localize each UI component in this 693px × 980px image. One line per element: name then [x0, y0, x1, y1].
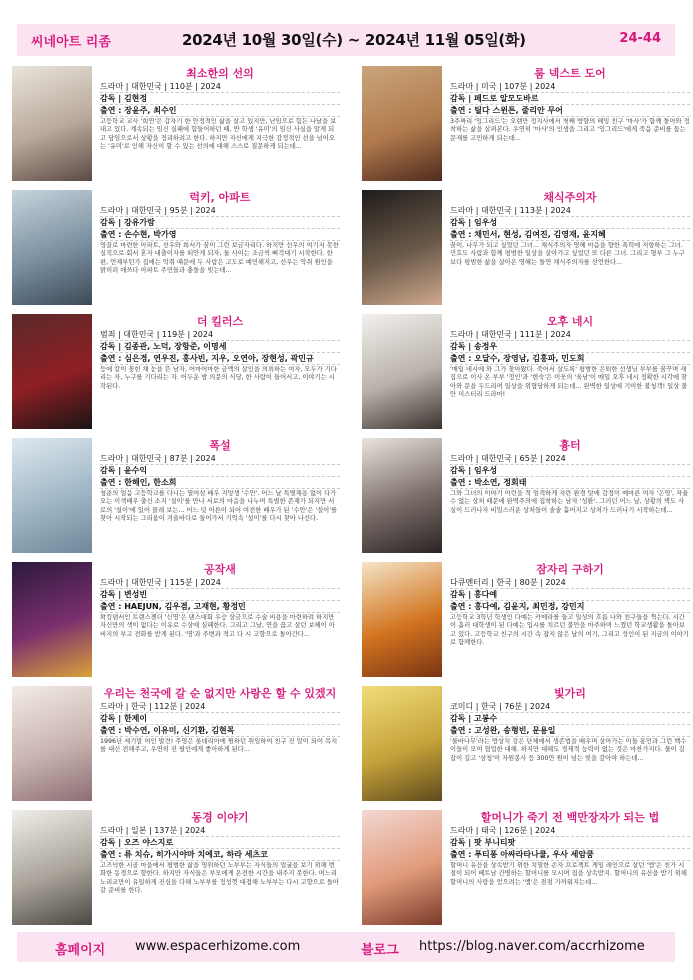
film-info — [100, 686, 340, 780]
film-cast — [100, 229, 340, 241]
film-title: 할머니가 죽기 전 백만장자가 되는 법 — [480, 811, 660, 824]
film-synopsis: 고등학교 교사 '희연'은 갑자기 한 안정적인 삶을 살고 있지만, 난임으로 힘든 나날을 보내고 있다. 계속되는 임신 실패에 힘들어하던 때, 반 학생 '유미'의 임신 사실을 알게 되고 담임으로서 상황을 정리하려고 한다. 하지만 자신에게 지극한 감정적인 선을 넘어오는 '유미'로 인해 자신이 할 수 있는 선의에 대해 스스로 질문하게 되는데... — [100, 118, 337, 151]
film-title: 우리는 천국에 갈 순 없지만 사랑은 할 수 있겠지 — [103, 687, 337, 700]
film-title: 럭키, 아파트 — [189, 191, 251, 204]
film-info — [100, 562, 340, 656]
film-cast — [100, 105, 340, 117]
film-director — [100, 217, 340, 229]
director-label: 감독 | — [100, 838, 124, 847]
director-label: 감독 | — [100, 94, 124, 103]
movie-poster — [362, 686, 442, 801]
film-info — [100, 314, 340, 408]
movie-poster — [12, 562, 92, 677]
homepage-label: 홈페이지 — [55, 943, 106, 958]
film-synopsis: 그와 그녀의 이야기 어린을 적 엄격하게 자란 환경 탓에 감정이 메마른 여자 '은영', 자율 수 없는 상처 때문에 완벽주의에 집착하는 남자 '성환'. 그러던 어느 날, 상황의 벽도 사실이 드러나자 비밀스러운 상처들이 솔솔 흩어지고 상처가 드러나기 시작하는데... — [450, 490, 689, 514]
film-synopsis: 할머니 유산을 상속받기 위한 치열한 손자 프로젝트 게임 레인으로 살던 '엠'은 친가 시절이 되어 베트남 간병하는 할머니를 모시며 집을 상속받지. 할머니의 유산을 받기 위해 할머니의 사랑을 얻으려는 '엠'은 점점 가까워지는데... — [450, 862, 687, 886]
movie-poster — [362, 438, 442, 553]
cast-label: 출연 : — [100, 230, 125, 239]
film-director — [450, 589, 690, 601]
director-name: 송정우 — [473, 342, 498, 351]
cast-label: 출연 : — [100, 726, 125, 735]
film-info — [100, 66, 340, 160]
cast-names: 류 치슈, 히가시야마 치에코, 하라 세츠코 — [124, 850, 268, 859]
film-info — [100, 438, 340, 532]
movie-poster — [362, 66, 442, 181]
cast-label: 출연 : — [100, 602, 125, 611]
film-title: 빛가리 — [554, 687, 586, 700]
film-meta: 드라마 | 대한민국 | 110분 | 2024 — [100, 81, 340, 93]
film-meta: 드라마 | 대한민국 | 115분 | 2024 — [100, 577, 340, 589]
footer-bar — [17, 932, 675, 962]
film-title: 더 킬러스 — [196, 315, 244, 328]
film-synopsis: 1996년 세기말 여인 발견! 주영은 롯데리아에 원하던 취임하여 친구 진 말이 되어 복지를 대신 전해주고, 우연히 진 필인에게 좋아하게 된다... — [100, 738, 338, 754]
film-director — [450, 713, 690, 725]
film-info — [100, 810, 340, 904]
director-name: 팟 부니티팟 — [473, 838, 516, 847]
director-name: 김현정 — [123, 94, 148, 103]
cast-label: 출연 : — [450, 602, 475, 611]
film-cast — [450, 849, 690, 861]
director-label: 감독 | — [100, 714, 124, 723]
film-title: 최소한의 선의 — [186, 67, 254, 80]
cast-names: 푸티퐁 아싸라타나쿨, 우사 세암쿰 — [474, 850, 594, 859]
film-meta: 드라마 | 대한민국 | 65분 | 2024 — [450, 453, 690, 465]
film-info — [450, 562, 690, 656]
cast-names: 손수현, 박가영 — [124, 230, 177, 239]
director-name: 홍다예 — [473, 590, 498, 599]
film-director — [100, 341, 340, 353]
film-synopsis: 왁킹댄서인 트랜스젠더 '신명'은 댄스대회 우승 상금으로 수술 비용을 마련하려 하지만 자신만의 색이 없다는 이유로 수상에 실패한다. 그리고 그날, 연을 끊고 살던 보헤이 아버지의 부고 전화를 받게 된다. '명'과 주변과 적고 다 시 고향으로 돌아간다... — [100, 614, 335, 638]
director-name: 임우성 — [473, 466, 498, 475]
film-cast — [450, 601, 690, 613]
header-bar — [17, 24, 675, 56]
director-name: 오즈 야스지로 — [123, 838, 174, 847]
movie-poster — [12, 438, 92, 553]
cast-label: 출연 : — [100, 106, 125, 115]
cast-names: 채민서, 현성, 김여진, 김영재, 윤지혜 — [474, 230, 606, 239]
cast-label: 출연 : — [450, 850, 475, 859]
cast-names: 박수연, 이유미, 신기환, 김현목 — [124, 726, 235, 735]
cast-names: 박소연, 정회태 — [474, 478, 527, 487]
film-cast — [450, 725, 690, 737]
cast-label: 출연 : — [100, 354, 125, 363]
film-synopsis: 3주짜리 '잉그리드'는 오랜만 정지사에서 첫째 방향의 헤밍 친구 '마사'가 함께 돌아와 정착하는 삶을 살펴본다. 우연히 '마사'의 인생을 그리고 '잉그리드'에게 죽음 준비를 돕는 문제를 고민하게 되는데... — [450, 118, 690, 142]
cast-names: 틸다 스윈튼, 줄리안 무어 — [474, 106, 563, 115]
director-name: 고봉수 — [473, 714, 498, 723]
movie-poster — [12, 686, 92, 801]
film-cast — [100, 725, 340, 737]
film-title: 공작새 — [204, 563, 236, 576]
schedule-dates: 2024년 10월 30일(수) ~ 2024년 11월 05일(화) — [182, 31, 526, 49]
film-synopsis: 청춘의 얼음 고등학교를 다니는 열여섬 배우 지망생 '수안'. 어느 날 특별채용 없이 다가오는 이색배우 출신 소지 '설이'를 만나 서로의 마음을 나누며 특별한 존재가 되지만 서로의 '설이'에 있어 몰래 보는... 어느 덧 어른이 되어 여전한 배우가 된 '수안'은 '설이'를 찾아 시작되는 그리움이 겨울바다로 들어가서 기억속 '설이'를 다시 찾아 나선다. — [100, 490, 338, 523]
director-name: 한제이 — [123, 714, 148, 723]
cast-names: HAEJUN, 김우겸, 고재현, 황정민 — [124, 602, 246, 611]
cast-label: 출연 : — [450, 726, 475, 735]
movie-poster — [12, 810, 92, 925]
blog-label: 블로그 — [361, 943, 399, 958]
film-meta: 드라마 | 태국 | 126분 | 2024 — [450, 825, 690, 837]
cast-label: 출연 : — [450, 478, 475, 487]
film-cast — [100, 477, 340, 489]
movie-poster — [362, 810, 442, 925]
director-label: 감독 | — [100, 590, 124, 599]
film-director — [450, 217, 690, 229]
film-synopsis: 고등학교 3학년 학생인 다예는 카메라를 들고 일상의 흐름 나와 친구들을 찍는다. 시간이 흘러 대학생이 된 다예는 입시를 치르던 불안을 마주하며 느꼈던 학교생활을 돌아보고 있다. 고등학교 친구의 시간 속 잡지 않은 날의 여기, 그리고 성인이 된 지금의 이야기로 함께한다. — [450, 614, 689, 647]
director-name: 강유가람 — [123, 218, 155, 227]
cast-label: 출연 : — [450, 106, 475, 115]
film-synopsis: '물바나무'라는 방상치 강은 단체에서 생존법을 배우며 살아가는 이들 홍민과 그런 백수 이들이 모여 협업한 대해. 하지만 대해도 경제적 능력이 없는 것은 마찬가지다. 물이 길잡이 길고 '삼청'이 자원봉사 등 300만 원이 넘는 빚을 갚아야 하는데... — [450, 738, 687, 762]
cast-names: 심은경, 연우진, 홍사빈, 지우, 오연아, 장현성, 곽민규 — [124, 354, 314, 363]
cast-names: 고성완, 송형빈, 문용일 — [474, 726, 556, 735]
cast-label: 출연 : — [450, 230, 475, 239]
film-title: 동경 이야기 — [191, 811, 249, 824]
film-info — [450, 190, 690, 284]
film-info — [100, 190, 340, 284]
cast-label: 출연 : — [450, 354, 475, 363]
film-title: 흉터 — [559, 439, 581, 452]
movie-poster — [362, 314, 442, 429]
film-meta: 드라마 | 대한민국 | 95분 | 2024 — [100, 205, 340, 217]
film-director — [100, 589, 340, 601]
director-label: 감독 | — [450, 838, 474, 847]
movie-poster — [12, 314, 92, 429]
film-cast — [100, 601, 340, 613]
film-info — [450, 810, 690, 904]
film-title: 폭설 — [209, 439, 231, 452]
film-director — [450, 341, 690, 353]
director-name: 페드로 알모도바르 — [473, 94, 539, 103]
film-synopsis: 영끌로 마련한 아파트, 선우와 희서가 꿈이 그린 보금자리다. 하지만 선우의 여기저 못한 실직으로 회서 혼자 대출이자를 떠안게 되자, 둘 사이는 조금씩 삐걱대기 시작한다. 한편, 언제부턴가 집에는 악취 때문에 두 사람은 고도로 예민해지고, 선우는 악취 원인을 밝히려 애쓰다 아파트 주민들과 충돌을 빚는데... — [100, 242, 339, 275]
film-cast — [100, 353, 340, 365]
film-title: 오후 네시 — [546, 315, 594, 328]
director-label: 감독 | — [450, 590, 474, 599]
film-title: 룸 넥스트 도어 — [534, 67, 606, 80]
director-name: 윤수익 — [123, 466, 148, 475]
film-director — [100, 713, 340, 725]
director-label: 감독 | — [100, 218, 124, 227]
film-director — [450, 465, 690, 477]
film-meta: 드라마 | 미국 | 107분 | 2024 — [450, 81, 690, 93]
director-label: 감독 | — [450, 714, 474, 723]
film-director — [100, 465, 340, 477]
film-meta: 드라마 | 대한민국 | 113분 | 2024 — [450, 205, 690, 217]
theater-name: 씨네아트 리좀 — [31, 35, 111, 50]
cast-label: 출연 : — [100, 478, 125, 487]
film-cast — [450, 353, 690, 365]
director-label: 감독 | — [450, 94, 474, 103]
director-label: 감독 | — [100, 466, 124, 475]
film-director — [450, 837, 690, 849]
cast-names: 오달수, 장영남, 김홍파, 민도희 — [474, 354, 585, 363]
movie-poster — [12, 66, 92, 181]
film-cast — [450, 105, 690, 117]
film-cast — [450, 477, 690, 489]
director-label: 감독 | — [450, 342, 474, 351]
film-meta: 드라마 | 대한민국 | 111분 | 2024 — [450, 329, 690, 341]
film-synopsis: '매일 네시에 와 그가 찾아왔다. 죽어서 살도록' 평범한 은퇴한 선생님 부부를 꿈꾸며 새 집으로 이사 온 부부 '정인'과 '현숙'은 이웃의 '육남'이 매일 오후 네시 정확한 시각에 찾아와 문을 두드리며 일상을 위협당하게 되는데... 완벽한 일상에 기이한 불청객! 일상 불안 미스터리 드라마! — [450, 366, 688, 399]
film-director — [100, 93, 340, 105]
film-info — [450, 66, 690, 160]
director-name: 변성빈 — [123, 590, 148, 599]
film-cast — [450, 229, 690, 241]
film-meta: 범죄 | 대한민국 | 119분 | 2024 — [100, 329, 340, 341]
director-label: 감독 | — [100, 342, 124, 351]
film-synopsis: 등에 칼이 꽂힌 채 눈을 뜬 남자, 어마어마한 금액의 살인을 의뢰하는 여자, 모두가 기다리는 자, 누구를 기다리는 자. 어두운 밤 의문의 식당, 한 사람이 들어서고, 이야기는 시작된다. — [100, 366, 337, 390]
director-label: 감독 | — [450, 218, 474, 227]
movie-poster — [362, 562, 442, 677]
film-director — [100, 837, 340, 849]
director-label: 감독 | — [450, 466, 474, 475]
film-meta: 코미디 | 한국 | 76분 | 2024 — [450, 701, 690, 713]
film-synopsis: 꿈이, 나무가 되고 싶었던 그녀... 채식주의자 영혜 마음을 향한 폭력에 저항하는 그녀. 민호도 사람과 함께 평범한 일상을 살아가고 싶었던 또 다른 그녀. 그리고 형부 그 누구보다 평범한 삶을 살아온 영혜는 돌연 채식주의자를 선언한다... — [450, 242, 685, 266]
film-meta: 드라마 | 대한민국 | 87분 | 2024 — [100, 453, 340, 465]
film-meta: 드라마 | 일본 | 137분 | 2024 — [100, 825, 340, 837]
cast-names: 한해인, 한소희 — [124, 478, 177, 487]
issue-number: 24-44 — [619, 31, 661, 46]
movie-poster — [12, 190, 92, 305]
film-meta: 다큐멘터리 | 한국 | 80분 | 2024 — [450, 577, 690, 589]
film-synopsis: 고즈넉한 시골 마을에서 평범한 삶을 영위하던 노부부는 자식들의 얼굴을 보기 위해 번화한 동경으로 향한다. 하지만 자식들은 부모에게 온전한 시간을 내주지 못한다. 며느리 노리코만이 유일하게 진심을 다해 노부부를 정성껏 대접해 노부부는 다시 고향으로 돌아갈 준비를 한다. — [100, 862, 339, 895]
film-info — [450, 686, 690, 780]
film-title: 잠자리 구하기 — [536, 563, 604, 576]
blog-link[interactable]: https://blog.naver.com/accrhizome — [419, 939, 645, 954]
cast-names: 장윤주, 최수인 — [124, 106, 177, 115]
film-meta: 드라마 | 한국 | 112분 | 2024 — [100, 701, 340, 713]
homepage-link[interactable]: www.espacerhizome.com — [135, 939, 301, 954]
film-cast — [100, 849, 340, 861]
movie-poster — [362, 190, 442, 305]
film-director — [450, 93, 690, 105]
film-info — [450, 314, 690, 408]
cast-label: 출연 : — [100, 850, 125, 859]
director-name: 김종관, 노덕, 장항준, 이명세 — [123, 342, 227, 351]
film-info — [450, 438, 690, 532]
cast-names: 홍다예, 김윤지, 최민정, 강민지 — [474, 602, 585, 611]
film-title: 채식주의자 — [543, 191, 597, 204]
director-name: 임우성 — [473, 218, 498, 227]
